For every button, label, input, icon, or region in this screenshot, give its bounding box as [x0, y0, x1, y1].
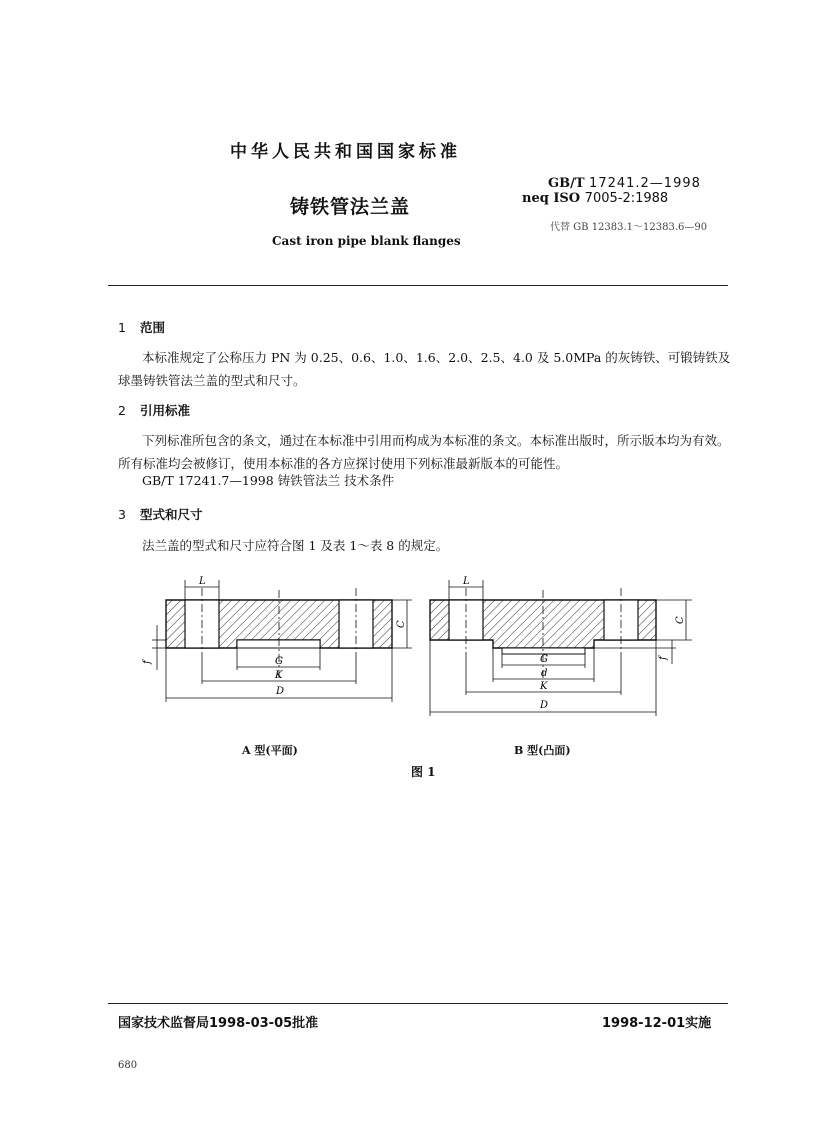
- issued-date: 国家技术监督局1998-03-05批准: [118, 1016, 319, 1031]
- section-2-heading: [118, 401, 190, 419]
- reference-item: GB/T 17241.7—1998 铸铁管法兰 技术条件: [142, 473, 395, 488]
- standard-code: 17241.2—1998: [589, 176, 701, 191]
- dim-l-label: L: [199, 576, 206, 587]
- neq-prefix: neq ISO: [522, 191, 581, 206]
- section-3-heading: [118, 505, 202, 523]
- replaces-note: 代替 GB 12383.1～12383.6—90: [550, 222, 708, 233]
- type-a-flange: [142, 576, 412, 702]
- type-b-flange: [430, 576, 692, 716]
- dim-g-label: G: [540, 654, 548, 665]
- national-standard-heading: 中华人民共和国国家标准: [230, 142, 461, 162]
- section-number: 1: [118, 320, 126, 335]
- dim-f-label: f: [142, 660, 153, 664]
- dim-k-label: K: [275, 670, 283, 681]
- document-title-english: Cast iron pipe blank flanges: [272, 234, 461, 248]
- section-number: 2: [118, 403, 126, 418]
- dim-d-label: D: [540, 700, 549, 711]
- equivalent-standard: [522, 191, 668, 206]
- form-paragraph: 法兰盖的型式和尺寸应符合图 1 及表 1～表 8 的规定。: [142, 538, 449, 553]
- dim-k-label: K: [540, 681, 548, 692]
- dim-g-label: G: [275, 656, 283, 667]
- section-1-heading: [118, 318, 165, 336]
- section-title: 引用标准: [139, 403, 190, 418]
- figure-caption-type-a: A 型(平面): [242, 744, 298, 757]
- section-title: 范围: [139, 320, 165, 335]
- dim-d-label: D: [276, 686, 285, 697]
- footer-rule: [108, 1003, 728, 1004]
- header-rule: [108, 285, 728, 286]
- dim-f-label: f: [658, 656, 669, 660]
- figure-caption-type-b: B 型(凸面): [514, 744, 571, 757]
- dim-l-label: L: [463, 576, 470, 587]
- dim-c-label: C: [675, 616, 686, 624]
- section-number: 3: [118, 507, 126, 522]
- effective-date: 1998-12-01实施: [602, 1016, 712, 1031]
- section-title: 型式和尺寸: [139, 507, 203, 522]
- neq-code: 7005-2:1988: [584, 191, 669, 206]
- reference-intro-paragraph: 下列标准所包含的条文，通过在本标准中引用而构成为本标准的条文。本标准出版时，所示版本均为有效。所有标准均会被修订，使用本标准的各方应探讨使用下列标准最新版本的可能性。: [118, 433, 730, 471]
- figure-1-drawing: [0, 560, 820, 760]
- standard-prefix: GB/T: [548, 176, 585, 191]
- standard-number: [548, 176, 701, 191]
- document-title: 铸铁管法兰盖: [290, 196, 411, 218]
- dim-c-label: C: [396, 620, 407, 628]
- scope-paragraph: 本标准规定了公称压力 PN 为 0.25、0.6、1.0、1.6、2.0、2.5、4.0 及 5.0MPa 的灰铸铁、可锻铸铁及球墨铸铁管法兰盖的型式和尺寸。: [118, 350, 731, 388]
- figure-number: 图 1: [411, 765, 436, 779]
- page-number: 680: [118, 1060, 138, 1071]
- dim-d-small-label: d: [541, 668, 548, 679]
